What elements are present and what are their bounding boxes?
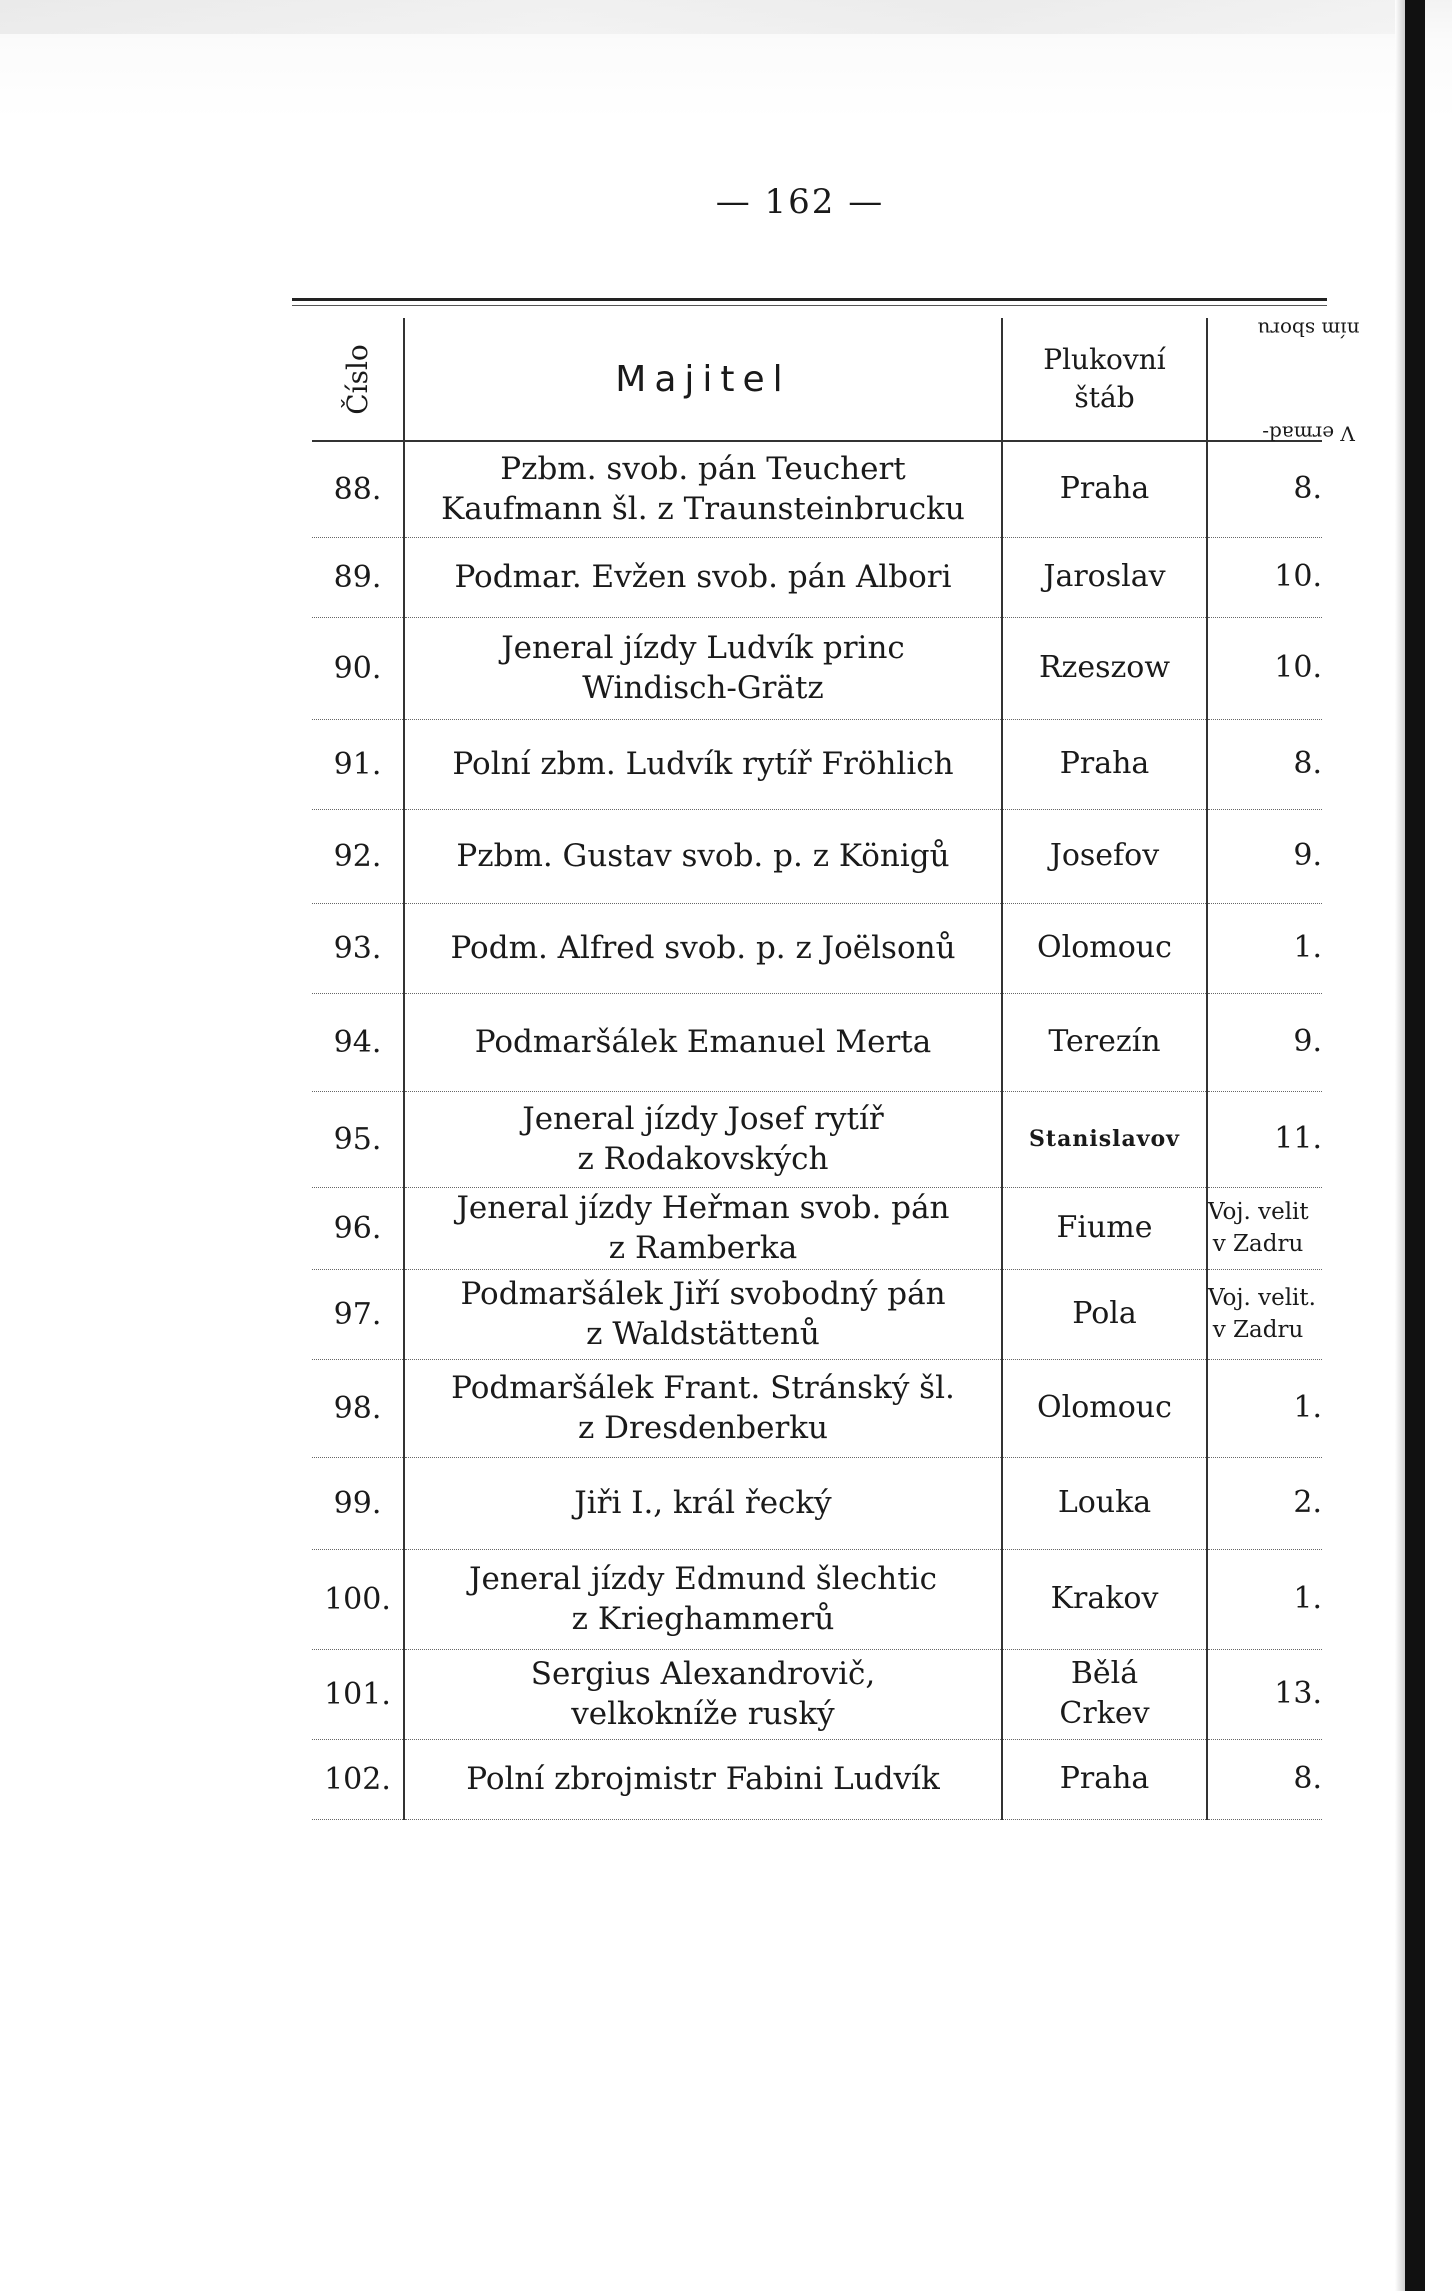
- table-row: [312, 903, 1322, 993]
- row-owner-line: z Krieghammerů: [571, 1601, 835, 1637]
- row-owner-line: Polní zbm. Ludvík rytíř Fröhlich: [452, 746, 954, 782]
- row-owner: [404, 809, 1002, 903]
- row-corps-line: 8.: [1293, 1761, 1322, 1796]
- row-corps-line: 13.: [1274, 1676, 1322, 1711]
- row-corps: [1207, 1187, 1322, 1269]
- row-corps: [1207, 1739, 1322, 1819]
- row-staff-line: Josefov: [1049, 838, 1160, 873]
- table-row: [312, 1187, 1322, 1269]
- row-number: 91.: [312, 719, 404, 809]
- row-number: 100.: [312, 1549, 404, 1649]
- row-staff: [1002, 537, 1207, 617]
- row-corps-line: 8.: [1293, 471, 1322, 507]
- row-owner-line: Podmaršálek Jiří svobodný pán: [460, 1276, 946, 1312]
- row-owner-line: Podm. Alfred svob. p. z Joëlsonů: [450, 930, 956, 966]
- row-staff: [1002, 1091, 1207, 1187]
- row-staff: [1002, 1359, 1207, 1457]
- page-edge: [1405, 0, 1425, 2291]
- row-staff: [1002, 1269, 1207, 1359]
- row-number: 97.: [312, 1269, 404, 1359]
- row-owner: [404, 1457, 1002, 1549]
- row-number: 93.: [312, 903, 404, 993]
- row-owner-line: z Ramberka: [608, 1230, 798, 1266]
- table-row: [312, 441, 1322, 537]
- page-number: — 162 —: [715, 182, 885, 222]
- row-number: 98.: [312, 1359, 404, 1457]
- row-corps-line: Voj. velit: [1208, 1199, 1309, 1225]
- page-stain: [0, 0, 1400, 34]
- header-corps: [1207, 317, 1360, 446]
- row-owner-line: Pzbm. Gustav svob. p. z Königů: [456, 838, 950, 874]
- row-owner-line: Jeneral jízdy Edmund šlechtic: [469, 1561, 937, 1597]
- row-corps-line: 9.: [1293, 838, 1322, 873]
- top-rule-thin: [292, 305, 1327, 306]
- row-owner: [404, 1091, 1002, 1187]
- header-staff-line1: Plukovní: [1043, 343, 1166, 376]
- table-row: [312, 993, 1322, 1091]
- row-corps: [1207, 903, 1322, 993]
- row-staff-line: Louka: [1057, 1485, 1152, 1520]
- row-owner: [404, 617, 1002, 719]
- row-corps: [1207, 719, 1322, 809]
- row-staff-line: Praha: [1059, 746, 1150, 781]
- row-owner: [404, 1359, 1002, 1457]
- row-corps-line: 10.: [1274, 650, 1322, 685]
- header-number: [312, 318, 404, 441]
- row-staff-line: Bělá: [1070, 1656, 1139, 1691]
- header-corps-line2: ním sboru: [1257, 317, 1360, 342]
- row-corps: [1207, 1549, 1322, 1649]
- table-row: [312, 809, 1322, 903]
- row-number: 88.: [312, 441, 404, 537]
- row-corps-line: 11.: [1274, 1121, 1322, 1156]
- row-owner-line: Podmaršálek Emanuel Merta: [474, 1024, 932, 1060]
- table-row: [312, 719, 1322, 809]
- row-owner-line: velkokníže ruský: [571, 1696, 835, 1732]
- table-row: [312, 1649, 1322, 1739]
- row-staff-line: Terezín: [1048, 1024, 1161, 1059]
- row-owner-line: Jeneral jízdy Heřman svob. pán: [456, 1190, 950, 1226]
- table-row: [312, 1549, 1322, 1649]
- row-staff-line: Stanislavov: [1029, 1126, 1180, 1152]
- row-owner-line: Jeneral jízdy Josef rytíř: [522, 1101, 884, 1137]
- row-corps: [1207, 809, 1322, 903]
- table-body: [312, 441, 1322, 1819]
- regiment-owners-table: [312, 317, 1360, 1820]
- row-staff: [1002, 1649, 1207, 1739]
- row-corps-line: 1.: [1293, 1581, 1322, 1616]
- row-staff-line: Jaroslav: [1043, 559, 1166, 594]
- table-row: [312, 1091, 1322, 1187]
- row-corps-line: 1.: [1293, 1390, 1322, 1425]
- row-corps: [1207, 1457, 1322, 1549]
- row-owner-line: Podmar. Evžen svob. pán Albori: [454, 559, 952, 595]
- row-corps: [1207, 537, 1322, 617]
- row-owner: [404, 993, 1002, 1091]
- row-corps: [1207, 993, 1322, 1091]
- row-staff-line: Pola: [1072, 1296, 1137, 1331]
- row-staff-line: Praha: [1059, 471, 1150, 507]
- table-row: [312, 1359, 1322, 1457]
- table-row: [312, 1269, 1322, 1359]
- row-number: 89.: [312, 537, 404, 617]
- row-owner-line: z Rodakovských: [577, 1141, 829, 1177]
- row-staff: [1002, 617, 1207, 719]
- row-corps-line: 9.: [1293, 1024, 1322, 1059]
- row-owner: [404, 1649, 1002, 1739]
- row-number: 101.: [312, 1649, 404, 1739]
- row-owner: [404, 537, 1002, 617]
- row-number: 96.: [312, 1187, 404, 1269]
- row-number: 94.: [312, 993, 404, 1091]
- row-staff: [1002, 1739, 1207, 1819]
- row-owner: [404, 903, 1002, 993]
- row-corps: [1207, 1091, 1322, 1187]
- header-corps-line1: V ermad-: [1262, 421, 1355, 446]
- row-owner: [404, 1549, 1002, 1649]
- row-corps: [1207, 1359, 1322, 1457]
- row-corps: [1207, 617, 1322, 719]
- row-number: 92.: [312, 809, 404, 903]
- header-owner-label: Majitel: [615, 358, 791, 400]
- row-staff: [1002, 903, 1207, 993]
- table-row: [312, 617, 1322, 719]
- row-owner: [404, 719, 1002, 809]
- table-row: [312, 1739, 1322, 1819]
- header-staff: [1002, 318, 1207, 441]
- row-corps-line: Voj. velit.: [1208, 1285, 1316, 1311]
- row-owner: [404, 1187, 1002, 1269]
- row-owner-line: Windisch-Grätz: [582, 670, 824, 706]
- row-number: 99.: [312, 1457, 404, 1549]
- row-staff: [1002, 719, 1207, 809]
- row-staff-line: Olomouc: [1037, 930, 1172, 965]
- header-staff-line2: štáb: [1074, 381, 1135, 414]
- row-owner: [404, 441, 1002, 537]
- row-number: 90.: [312, 617, 404, 719]
- row-number: 95.: [312, 1091, 404, 1187]
- row-owner-line: Jeneral jízdy Ludvík princ: [501, 630, 905, 666]
- row-owner: [404, 1269, 1002, 1359]
- row-staff: [1002, 1549, 1207, 1649]
- table-row: [312, 537, 1322, 617]
- header-corps-label: [1257, 278, 1360, 479]
- row-staff: [1002, 1187, 1207, 1269]
- row-staff: [1002, 441, 1207, 537]
- page-edge-shadow: [1395, 0, 1405, 2291]
- row-corps-line: 1.: [1293, 930, 1322, 965]
- table-row: [312, 1457, 1322, 1549]
- row-owner-line: Podmaršálek Frant. Stránský šl.: [451, 1370, 955, 1406]
- row-corps-line: 10.: [1274, 559, 1322, 594]
- row-corps-line: v Zadru: [1212, 1317, 1304, 1343]
- row-staff: [1002, 993, 1207, 1091]
- row-staff: [1002, 1457, 1207, 1549]
- row-staff-line: Rzeszow: [1038, 650, 1171, 685]
- row-staff-line: Fiume: [1056, 1210, 1153, 1245]
- row-corps: [1207, 1649, 1322, 1739]
- row-owner-line: Sergius Alexandrovič,: [530, 1656, 876, 1692]
- top-rule: [292, 298, 1327, 301]
- row-staff-line: Crkev: [1059, 1696, 1150, 1731]
- row-corps: [1207, 1269, 1322, 1359]
- row-staff-line: Olomouc: [1037, 1390, 1172, 1425]
- row-staff-line: Praha: [1059, 1761, 1150, 1796]
- row-number: 102.: [312, 1739, 404, 1819]
- row-staff: [1002, 809, 1207, 903]
- header-number-label: Číslo: [341, 343, 374, 415]
- row-owner-line: Polní zbrojmistr Fabini Ludvík: [466, 1761, 940, 1797]
- row-owner-line: z Waldstättenů: [586, 1316, 820, 1352]
- row-corps-line: 2.: [1293, 1485, 1322, 1520]
- row-owner-line: Jiři I., král řecký: [574, 1485, 832, 1521]
- row-owner: [404, 1739, 1002, 1819]
- table-header-row: [312, 318, 1322, 441]
- row-owner-line: Pzbm. svob. pán Teuchert: [500, 451, 906, 488]
- row-corps-line: 8.: [1293, 746, 1322, 781]
- header-owner: [404, 318, 1002, 441]
- row-owner-line: Kaufmann šl. z Traunsteinbrucku: [441, 491, 965, 528]
- row-owner-line: z Dresdenberku: [577, 1410, 829, 1446]
- row-corps-line: v Zadru: [1212, 1231, 1304, 1257]
- row-staff-line: Krakov: [1050, 1581, 1159, 1616]
